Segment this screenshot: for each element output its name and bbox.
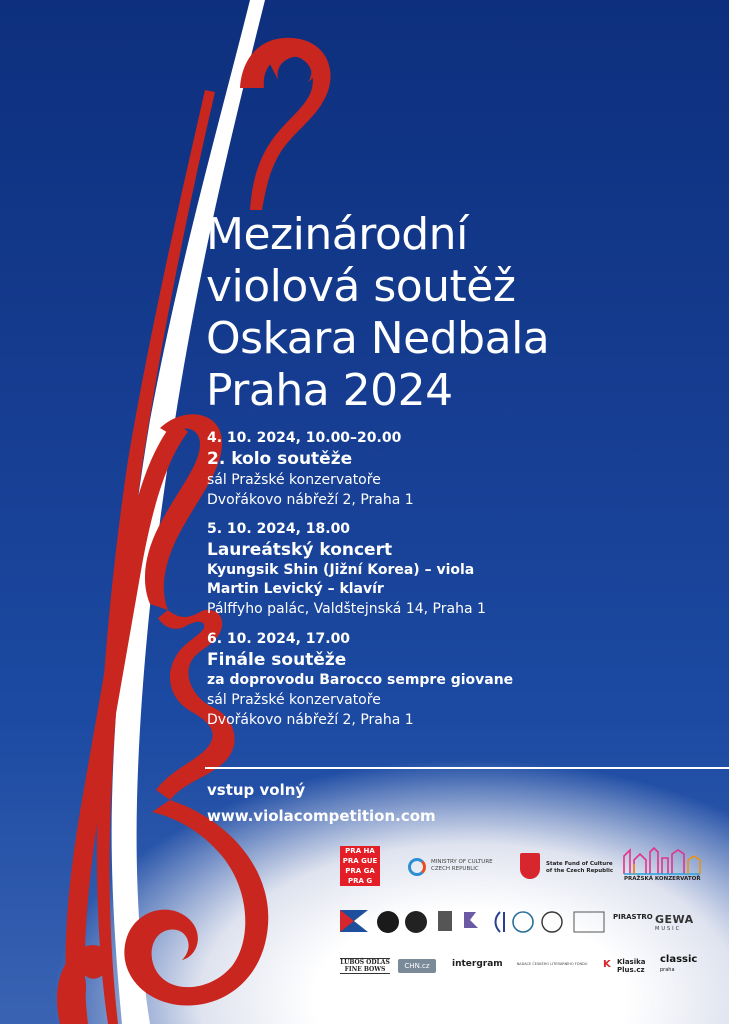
ministry-of-culture-logo — [408, 856, 508, 880]
divider-line — [205, 767, 729, 769]
intergram-logo: intergram — [452, 959, 503, 969]
free-entry-text: vstup volný — [207, 781, 306, 799]
coat-of-arms-icon — [438, 911, 452, 931]
title-line: violová soutěž — [206, 261, 516, 312]
praha1-flag-icon — [340, 910, 368, 932]
gewa-logo-sub: MUSIC — [655, 926, 682, 932]
event-venue: Pálffyho palác, Valdštejnská 14, Praha 1 — [207, 601, 486, 617]
website-link[interactable]: www.violacompetition.com — [207, 807, 436, 825]
event-venue: sál Pražské konzervatoře — [207, 692, 381, 708]
event-address: Dvořákovo nábřeží 2, Praha 1 — [207, 712, 414, 728]
praha-logo-line: PRA G — [347, 877, 373, 885]
sd-seal-icon — [542, 912, 562, 932]
f-clef-icon — [496, 912, 505, 932]
event-address: Dvořákovo nábřeží 2, Praha 1 — [207, 492, 414, 508]
praha-logo-line: PRA HA — [345, 847, 375, 855]
event-date: 5. 10. 2024, 18.00 — [207, 521, 351, 537]
lubos-odlas-logo: LUBOŠ ODLAS FINE BOWS — [340, 959, 390, 973]
event-performer: Kyungsik Shin (Jižní Korea) – viola — [207, 562, 475, 578]
event-accompaniment: za doprovodu Barocco sempre giovane — [207, 672, 514, 688]
event-name: Finále soutěže — [207, 650, 347, 670]
klasika-k-icon: K — [603, 959, 611, 970]
praha-logo-line: PRA GUE — [342, 857, 378, 865]
event-date: 6. 10. 2024, 17.00 — [207, 631, 351, 647]
event-laureate-concert — [207, 520, 486, 619]
klasika-logo-text: Klasika Plus.cz — [617, 958, 646, 974]
event-name: Laureátský koncert — [207, 540, 393, 560]
gewa-logo-text: GEWA — [655, 913, 694, 926]
gewa-logo — [655, 913, 694, 932]
czech-lion-shield-icon — [520, 853, 540, 879]
kalmus-icon — [464, 912, 478, 928]
chn-logo: CHN.cz — [398, 959, 436, 973]
title-line: Mezinárodní — [206, 209, 468, 260]
event-final — [207, 630, 513, 730]
nadace-logo: NADACE ČESKÉHO LITERÁRNÍHO FONDU — [516, 962, 588, 966]
scroll-lower-curl — [124, 800, 268, 1006]
philharmonic-icon — [574, 912, 604, 932]
university-seal-icon — [513, 912, 533, 932]
event-name: 2. kolo soutěže — [207, 449, 353, 469]
sponsor-marks-row — [338, 908, 658, 938]
conservatory-logo-text: PRAŽSKÁ KONZERVATOŘ — [624, 876, 701, 882]
academy-seal-icon — [377, 911, 399, 933]
event-performer: Martin Levický – klavír — [207, 581, 384, 597]
state-fund-logo-text: State Fund of Culture of the Czech Republic — [546, 861, 614, 874]
event-date: 4. 10. 2024, 10.00–20.00 — [207, 430, 402, 446]
event-second-round — [207, 429, 414, 510]
culture-c-icon — [408, 858, 426, 876]
state-fund-logo — [520, 853, 614, 881]
pirastro-logo: PIRASTRO — [613, 913, 653, 921]
scroll-top-hook — [240, 38, 331, 210]
prague-conservatory-logo — [622, 846, 702, 886]
conservatory-skyline-icon — [622, 846, 702, 876]
culture-logo-text: MINISTRY OF CULTURE CZECH REPUBLIC — [431, 859, 493, 872]
music-school-seal-icon — [405, 911, 427, 933]
title-line: Praha 2024 — [206, 365, 453, 416]
praha-logo — [340, 846, 380, 886]
classic-praha-logo — [660, 955, 697, 975]
event-venue: sál Pražské konzervatoře — [207, 472, 381, 488]
praha-logo-line: PRA GA — [345, 867, 375, 875]
competition-title — [206, 209, 706, 417]
klasika-plus-logo — [603, 957, 653, 977]
scroll-bottom-hook — [57, 945, 109, 1024]
classic-logo-sub: praha — [660, 967, 675, 973]
classic-logo-text: classic — [660, 954, 698, 965]
title-line: Oskara Nedbala — [206, 313, 550, 364]
